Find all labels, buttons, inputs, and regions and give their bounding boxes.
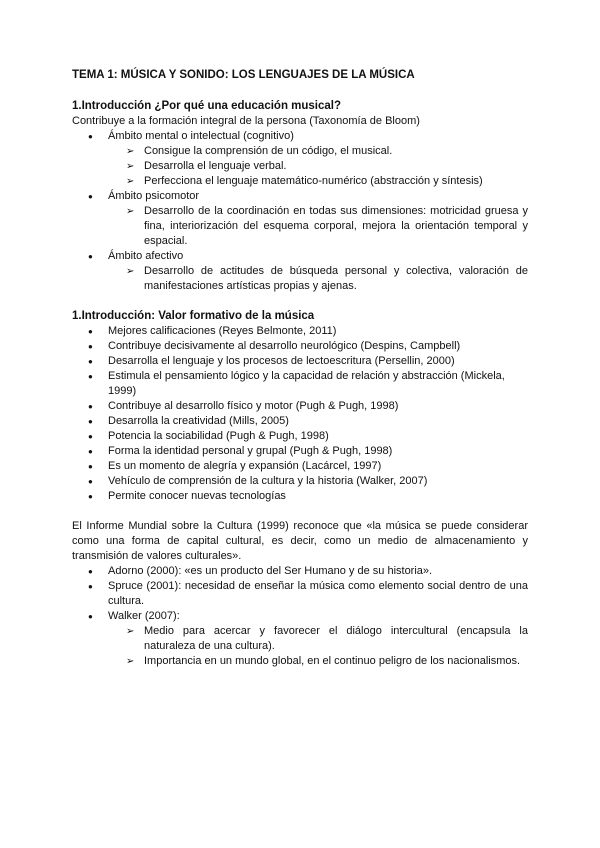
informe-paragraph: El Informe Mundial sobre la Cultura (1999) reconoce que «la música se puede considerar como una forma de capital cultural, es decir, como un medio de almacenamiento y transmisión de valores culturales».: [72, 520, 528, 562]
sublist-item: ➢ Desarrolla el lenguaje verbal.: [72, 159, 528, 174]
section-intro: Contribuye a la formación integral de la persona (Taxonomía de Bloom): [72, 115, 420, 127]
sublist: [72, 204, 528, 249]
list-item: ● Contribuye al desarrollo físico y motor (Pugh & Pugh, 1998): [72, 399, 528, 414]
list-item: ● Permite conocer nuevas tecnologías: [72, 489, 528, 504]
ambitos-list: [72, 129, 528, 294]
list-item: [72, 189, 528, 249]
list-item: ● Desarrolla el lenguaje y los procesos de lectoescritura (Persellin, 2000): [72, 354, 528, 369]
document-page: [72, 68, 528, 669]
list-item: ● Mejores calificaciones (Reyes Belmonte, 2011): [72, 324, 528, 339]
sublist-item: ➢ Desarrollo de la coordinación en todas sus dimensiones: motricidad gruesa y fina, interiorización del esquema corporal, mejora la orientación temporal y espacial.: [72, 204, 528, 249]
list-item: ● Potencia la sociabilidad (Pugh & Pugh, 1998): [72, 429, 528, 444]
sublist: [72, 264, 528, 294]
list-item: ● Forma la identidad personal y grupal (Pugh & Pugh, 1998): [72, 444, 528, 459]
section-heading-por-que: 1.Introducción ¿Por qué una educación musical?: [72, 100, 342, 112]
autor-label: ● Walker (2007):: [108, 610, 180, 622]
ambito-label: ● Ámbito psicomotor: [108, 190, 200, 202]
sublist-item: ➢ Medio para acercar y favorecer el diálogo intercultural (encapsula la naturaleza de una cultura).: [72, 624, 528, 654]
list-item: ● Spruce (2001): necesidad de enseñar la música como elemento social dentro de una cultura.: [72, 579, 528, 609]
ambito-label: ● Ámbito afectivo: [108, 250, 184, 262]
list-item: ● Estimula el pensamiento lógico y la capacidad de relación y abstracción (Mickela, 1999): [72, 369, 528, 399]
document-title: TEMA 1: MÚSICA Y SONIDO: LOS LENGUAJES DE LA MÚSICA: [72, 69, 415, 81]
ambito-label: ● Ámbito mental o intelectual (cognitivo): [108, 130, 294, 142]
sublist-item: ➢ Consigue la comprensión de un código, el musical.: [72, 144, 528, 159]
sublist-item: ➢ Importancia en un mundo global, en el continuo peligro de los nacionalismos.: [72, 654, 528, 669]
list-item: [72, 249, 528, 294]
sublist: [72, 624, 528, 669]
sublist: [72, 144, 528, 189]
list-item: [72, 129, 528, 189]
sublist-item: ➢ Perfecciona el lenguaje matemático-numérico (abstracción y síntesis): [72, 174, 528, 189]
list-item: ● Contribuye decisivamente al desarrollo neurológico (Despins, Campbell): [72, 339, 528, 354]
section-heading-valor-formativo: 1.Introducción: Valor formativo de la música: [72, 310, 315, 322]
autores-list: [72, 564, 528, 669]
list-item: ● Desarrolla la creatividad (Mills, 2005): [72, 414, 528, 429]
list-item: ● Es un momento de alegría y expansión (Lacárcel, 1997): [72, 459, 528, 474]
valor-formativo-list: [72, 324, 528, 504]
list-item: ● Vehículo de comprensión de la cultura y la historia (Walker, 2007): [72, 474, 528, 489]
list-item: [72, 609, 528, 669]
sublist-item: ➢ Desarrollo de actitudes de búsqueda personal y colectiva, valoración de manifestaciones artísticas propias y ajenas.: [72, 264, 528, 294]
list-item: ● Adorno (2000): «es un producto del Ser Humano y de su historia».: [72, 564, 528, 579]
